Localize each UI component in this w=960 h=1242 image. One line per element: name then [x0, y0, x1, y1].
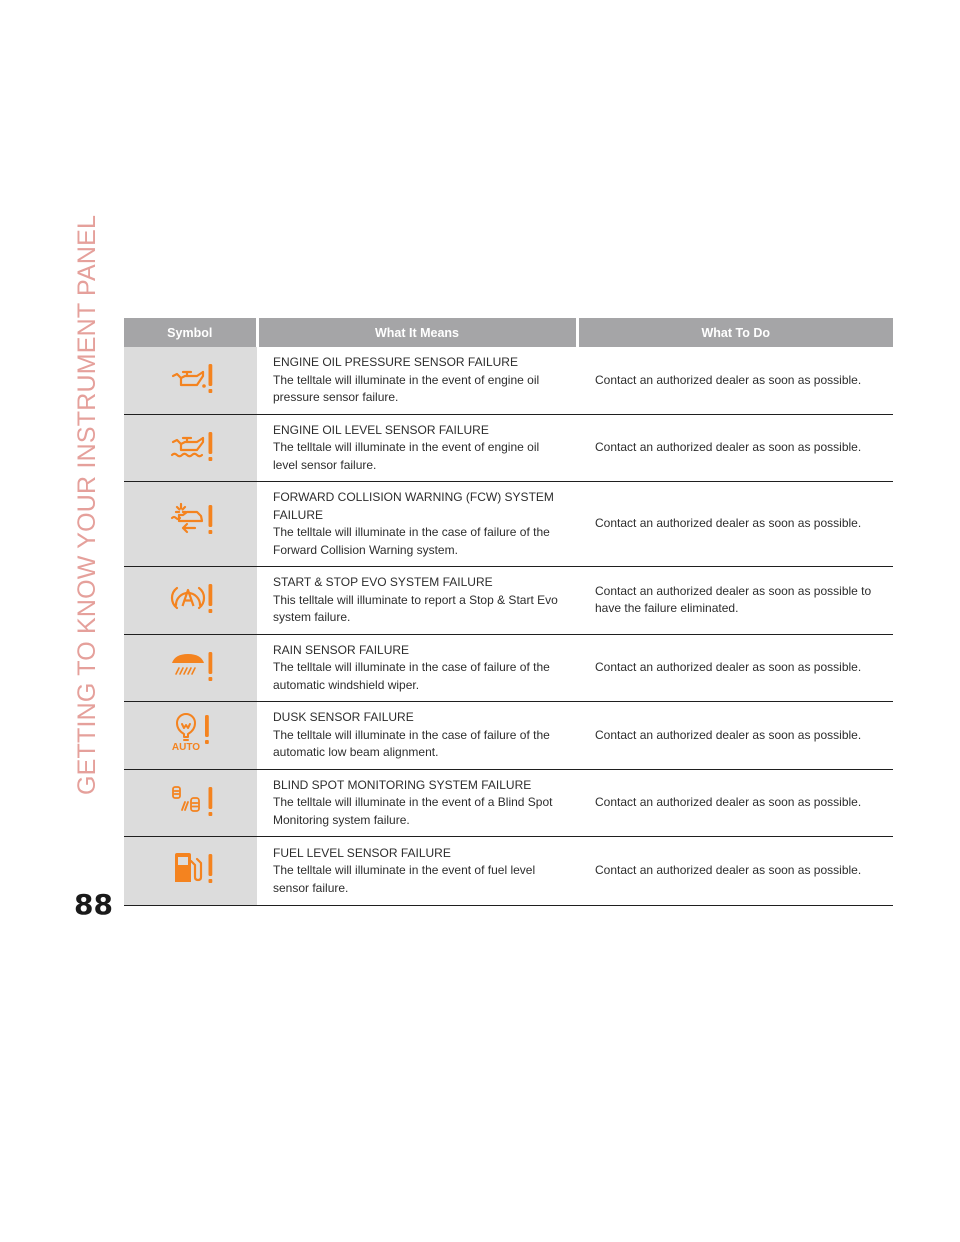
telltale-description: The telltale will illuminate in the event of a Blind Spot Monitoring system failure. — [273, 795, 553, 827]
meaning-cell — [257, 702, 577, 770]
meaning-cell — [257, 347, 577, 414]
symbol-cell — [124, 414, 257, 482]
meaning-cell — [257, 634, 577, 702]
telltale-title: BLIND SPOT MONITORING SYSTEM FAILURE — [273, 777, 532, 792]
symbol-cell — [124, 702, 257, 770]
meaning-cell — [257, 414, 577, 482]
telltale-title: FORWARD COLLISION WARNING (FCW) SYSTEM FAILURE — [273, 490, 554, 522]
meaning-cell — [257, 769, 577, 837]
action-cell: Contact an authorized dealer as soon as possible. — [577, 769, 893, 837]
forward-collision-warning-failure-icon — [167, 502, 215, 536]
telltale-description: This telltale will illuminate to report a Stop & Start Evo system failure. — [273, 592, 558, 624]
dusk-sensor-failure-icon — [167, 712, 215, 752]
telltale-description: The telltale will illuminate in the case of failure of the automatic windshield wiper. — [273, 660, 550, 692]
action-cell: Contact an authorized dealer as soon as possible to have the failure eliminated. — [577, 567, 893, 635]
symbol-cell — [124, 567, 257, 635]
start-stop-failure-icon — [167, 581, 215, 615]
action-cell: Contact an authorized dealer as soon as possible. — [577, 482, 893, 567]
action-cell: Contact an authorized dealer as soon as possible. — [577, 347, 893, 414]
table-row — [124, 414, 893, 482]
fuel-level-sensor-failure-icon — [167, 851, 215, 885]
header-what-it-means: What It Means — [257, 318, 577, 347]
oil-pressure-sensor-failure-icon — [167, 361, 215, 395]
table-row — [124, 634, 893, 702]
telltale-description: The telltale will illuminate in the event of engine oil pressure sensor failure. — [273, 372, 540, 404]
telltale-title: RAIN SENSOR FAILURE — [273, 642, 410, 657]
telltale-description: The telltale will illuminate in the event of engine oil level sensor failure. — [273, 440, 540, 472]
telltale-description: The telltale will illuminate in the event of fuel level sensor failure. — [273, 863, 536, 895]
telltale-table — [124, 318, 893, 906]
symbol-cell — [124, 482, 257, 567]
telltale-title: ENGINE OIL PRESSURE SENSOR FAILURE — [273, 355, 518, 369]
symbol-cell — [124, 769, 257, 837]
table-row — [124, 347, 893, 414]
table-header — [124, 318, 893, 347]
meaning-cell — [257, 567, 577, 635]
symbol-cell — [124, 837, 257, 906]
telltale-title: START & STOP EVO SYSTEM FAILURE — [273, 575, 493, 589]
action-cell: Contact an authorized dealer as soon as possible. — [577, 837, 893, 906]
meaning-cell — [257, 837, 577, 906]
table-row — [124, 702, 893, 770]
telltale-description: The telltale will illuminate in the case of failure of the automatic low beam alignment. — [273, 727, 550, 759]
table-row — [124, 567, 893, 635]
rain-sensor-failure-icon — [167, 649, 215, 683]
header-what-to-do: What To Do — [577, 318, 893, 347]
action-cell: Contact an authorized dealer as soon as possible. — [577, 414, 893, 482]
header-symbol: Symbol — [124, 318, 257, 347]
page-number: 88 — [74, 888, 113, 921]
table-row — [124, 837, 893, 906]
symbol-cell — [124, 634, 257, 702]
auto-label: AUTO — [171, 742, 200, 752]
table-row — [124, 482, 893, 567]
table-row — [124, 769, 893, 837]
telltale-description: The telltale will illuminate in the case of failure of the Forward Collision Warning system. — [273, 525, 550, 557]
action-cell: Contact an authorized dealer as soon as possible. — [577, 634, 893, 702]
blind-spot-monitoring-failure-icon — [167, 784, 215, 818]
action-cell: Contact an authorized dealer as soon as possible. — [577, 702, 893, 770]
telltale-title: FUEL LEVEL SENSOR FAILURE — [273, 845, 451, 860]
oil-level-sensor-failure-icon — [167, 429, 215, 463]
side-section-title: GETTING TO KNOW YOUR INSTRUMENT PANEL — [73, 214, 101, 795]
telltale-title: DUSK SENSOR FAILURE — [273, 710, 414, 724]
meaning-cell — [257, 482, 577, 567]
symbol-cell — [124, 347, 257, 414]
telltale-title: ENGINE OIL LEVEL SENSOR FAILURE — [273, 422, 489, 437]
